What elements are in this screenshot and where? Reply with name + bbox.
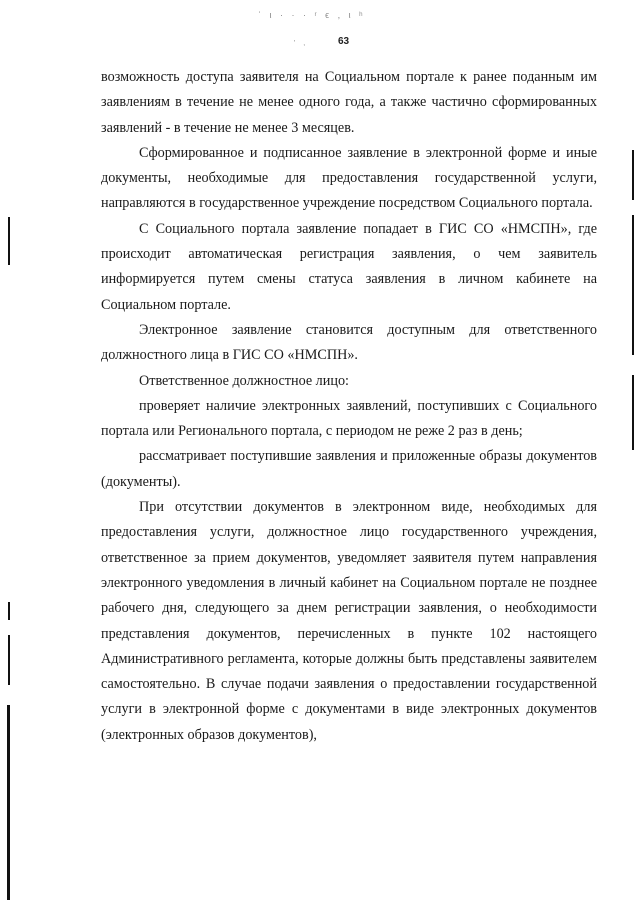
scan-margin-mark (632, 150, 634, 200)
scan-artifact-text: ' , (294, 40, 309, 47)
scan-margin-mark (8, 635, 10, 685)
scan-margin-mark (632, 215, 634, 355)
paragraph: проверяет наличие электронных заявлений, поступивших с Социального портала или Регионального портала, с периодом не реже 2 раз в день; (101, 397, 597, 440)
paragraph: Ответственное должностное лицо: (139, 372, 349, 389)
paragraph: При отсутствии документов в электронном виде, необходимых для предоставления услуги, должностное лицо государственного учреждения, ответственное за прием документов, уведомляет заявителя путем направления электронного уведомления в личный кабинет на Социальном портале не позднее рабочего дня, следующего за днем регистрации заявления, о необходимости представления документов, перечисленных в пункте 102 настоящего Административного регламента, которые должны быть представлены заявителем самостоятельно. В случае подачи заявления о предоставлении государственной услуги в электронной форме с документами в виде электронных документов (электронных образов документов), (101, 499, 597, 743)
paragraph: рассматривает поступившие заявления и приложенные образы документов (документы). (101, 448, 597, 490)
paragraph: возможность доступа заявителя на Социальном портале к ранее поданным им заявлениям в течение не менее одного года, а также частично сформированных заявлений - в течение не менее 3 месяцев. (101, 69, 597, 136)
paragraph: Электронное заявление становится доступным для ответственного должностного лица в ГИС СО «НМСПН». (101, 321, 597, 364)
scan-margin-mark (8, 602, 10, 620)
scan-margin-mark (8, 217, 10, 265)
scan-margin-mark (632, 375, 634, 450)
paragraph: Сформированное и подписанное заявление в электронной форме и иные документы, необходимые для предоставления государственной услуги, направляются в государственное учреждение посредством Социального портала. (101, 144, 597, 212)
page-number: 63 (338, 36, 350, 47)
scan-margin-mark (7, 705, 10, 900)
paragraph: С Социального портала заявление попадает в ГИС СО «НМСПН», где происходит автоматическая регистрация заявления, о чем заявитель информируется путем смены статуса заявления в личном кабинете на Социальном портале. (101, 220, 597, 313)
scan-artifact-text: ʿ ι · · · ʳ ϵ , ι ʰ (258, 10, 366, 20)
body-text (101, 65, 597, 748)
